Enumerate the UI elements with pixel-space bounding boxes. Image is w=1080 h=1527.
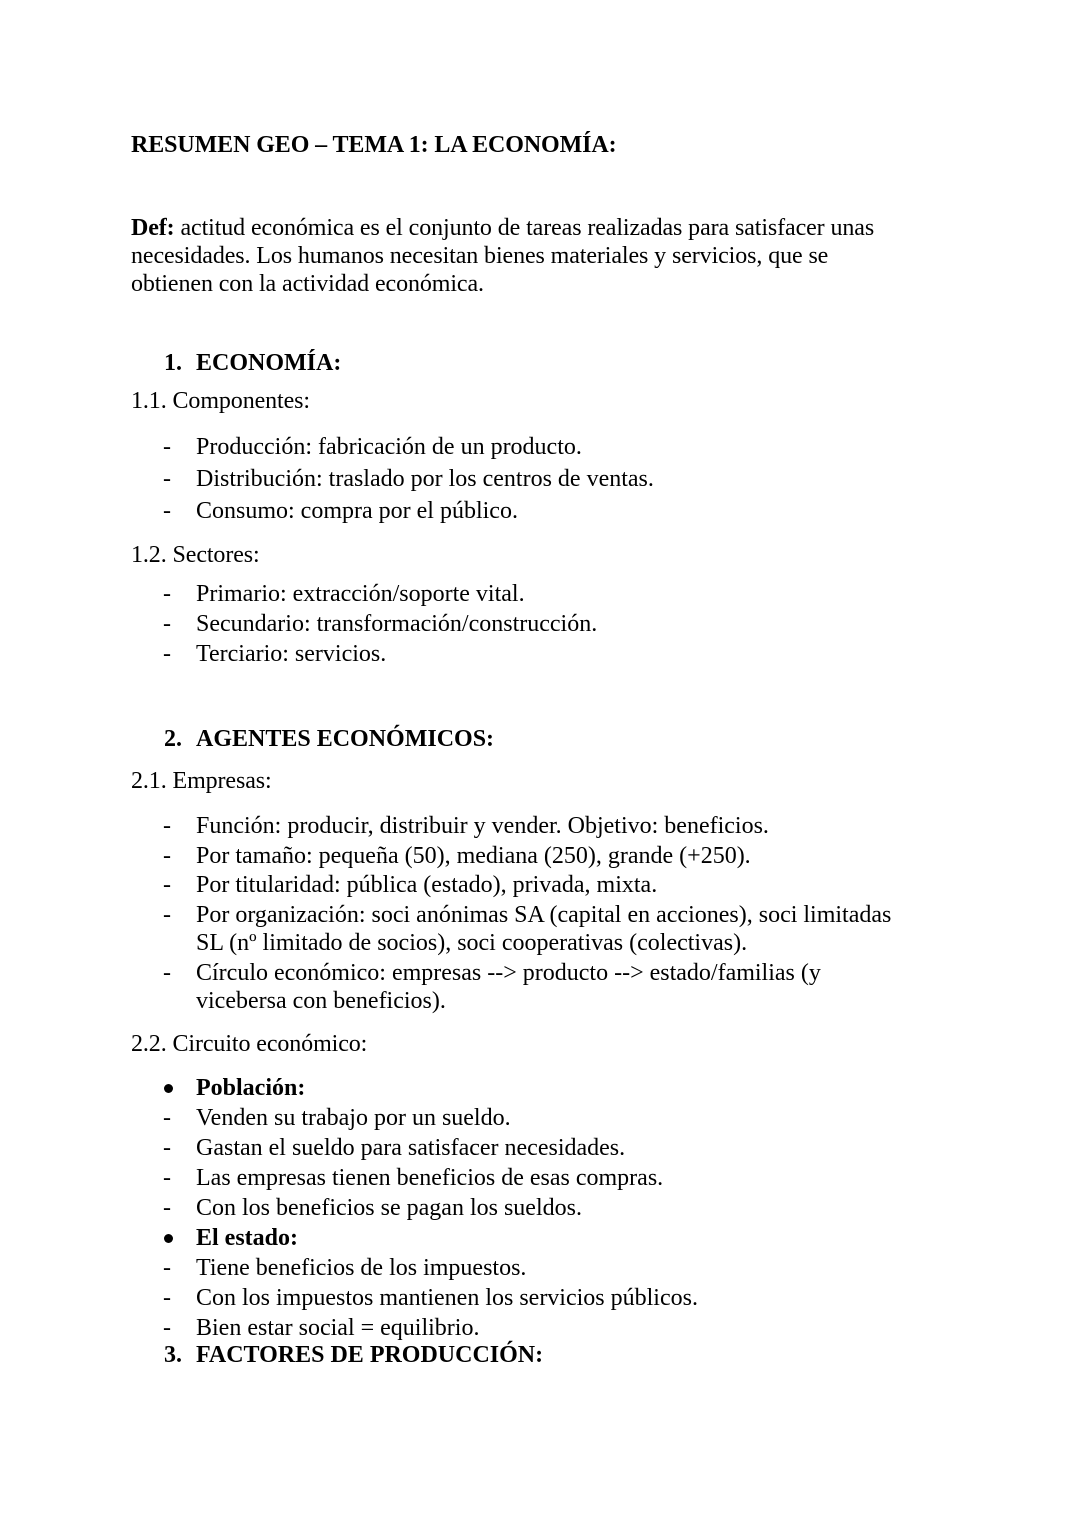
group-label: El estado: — [196, 1225, 298, 1251]
dash-marker: - — [163, 872, 171, 898]
list-item: Terciario: servicios. — [196, 641, 387, 667]
definition-line-3: obtienen con la actividad económica. — [131, 271, 484, 297]
dash-marker: - — [163, 1255, 171, 1281]
dash-marker: - — [163, 960, 171, 986]
dash-marker: - — [163, 641, 171, 667]
list-item: Círculo económico: empresas --> producto --> estado/familias (y — [196, 960, 821, 986]
list-item: Por organización: soci anónimas SA (capital en acciones), soci limitadas — [196, 902, 892, 928]
subsection-sectores: 1.2. Sectores: — [131, 542, 260, 568]
group-label: Población: — [196, 1075, 306, 1101]
dash-marker: - — [163, 434, 171, 460]
dash-marker: - — [163, 1135, 171, 1161]
subsection-componentes: 1.1. Componentes: — [131, 388, 310, 414]
section-heading: AGENTES ECONÓMICOS: — [196, 726, 495, 752]
list-item: Por titularidad: pública (estado), privada, mixta. — [196, 872, 658, 898]
list-item-continuation: SL (nº limitado de socios), soci cooperativas (colectivas). — [196, 930, 748, 956]
dash-marker: - — [163, 813, 171, 839]
list-item: Producción: fabricación de un producto. — [196, 434, 582, 460]
definition-line-1: Def: actitud económica es el conjunto de tareas realizadas para satisfacer unas — [131, 215, 875, 241]
list-item: Con los impuestos mantienen los servicios públicos. — [196, 1285, 698, 1311]
dash-marker: - — [163, 466, 171, 492]
dash-marker: - — [163, 1285, 171, 1311]
section-heading: FACTORES DE PRODUCCIÓN: — [196, 1342, 544, 1368]
section-number: 2. — [164, 726, 182, 752]
dash-marker: - — [163, 1195, 171, 1221]
section-number: 1. — [164, 350, 182, 376]
list-item: Función: producir, distribuir y vender. Objetivo: beneficios. — [196, 813, 769, 839]
dash-marker: - — [163, 1165, 171, 1191]
list-item: Venden su trabajo por un sueldo. — [196, 1105, 511, 1131]
list-item: Distribución: traslado por los centros de ventas. — [196, 466, 654, 492]
bullet-icon — [164, 1084, 173, 1093]
list-item: Bien estar social = equilibrio. — [196, 1315, 480, 1341]
document-title: RESUMEN GEO – TEMA 1: LA ECONOMÍA: — [131, 132, 617, 158]
list-item: Las empresas tienen beneficios de esas compras. — [196, 1165, 664, 1191]
subsection-circuito-economico: 2.2. Circuito económico: — [131, 1031, 368, 1057]
list-item: Consumo: compra por el público. — [196, 498, 518, 524]
list-item: Tiene beneficios de los impuestos. — [196, 1255, 527, 1281]
dash-marker: - — [163, 1105, 171, 1131]
bullet-icon — [164, 1234, 173, 1243]
dash-marker: - — [163, 1315, 171, 1341]
list-item-continuation: vicebersa con beneficios). — [196, 988, 446, 1014]
list-item: Gastan el sueldo para satisfacer necesidades. — [196, 1135, 626, 1161]
section-heading: ECONOMÍA: — [196, 350, 342, 376]
dash-marker: - — [163, 498, 171, 524]
definition-line-2: necesidades. Los humanos necesitan bienes materiales y servicios, que se — [131, 243, 829, 269]
list-item: Con los beneficios se pagan los sueldos. — [196, 1195, 582, 1221]
list-item: Secundario: transformación/construcción. — [196, 611, 598, 637]
dash-marker: - — [163, 611, 171, 637]
list-item: Por tamaño: pequeña (50), mediana (250), grande (+250). — [196, 843, 751, 869]
dash-marker: - — [163, 581, 171, 607]
dash-marker: - — [163, 902, 171, 928]
dash-marker: - — [163, 843, 171, 869]
list-item: Primario: extracción/soporte vital. — [196, 581, 525, 607]
subsection-empresas: 2.1. Empresas: — [131, 768, 272, 794]
definition-label: Def: — [131, 215, 175, 241]
section-number: 3. — [164, 1342, 182, 1368]
